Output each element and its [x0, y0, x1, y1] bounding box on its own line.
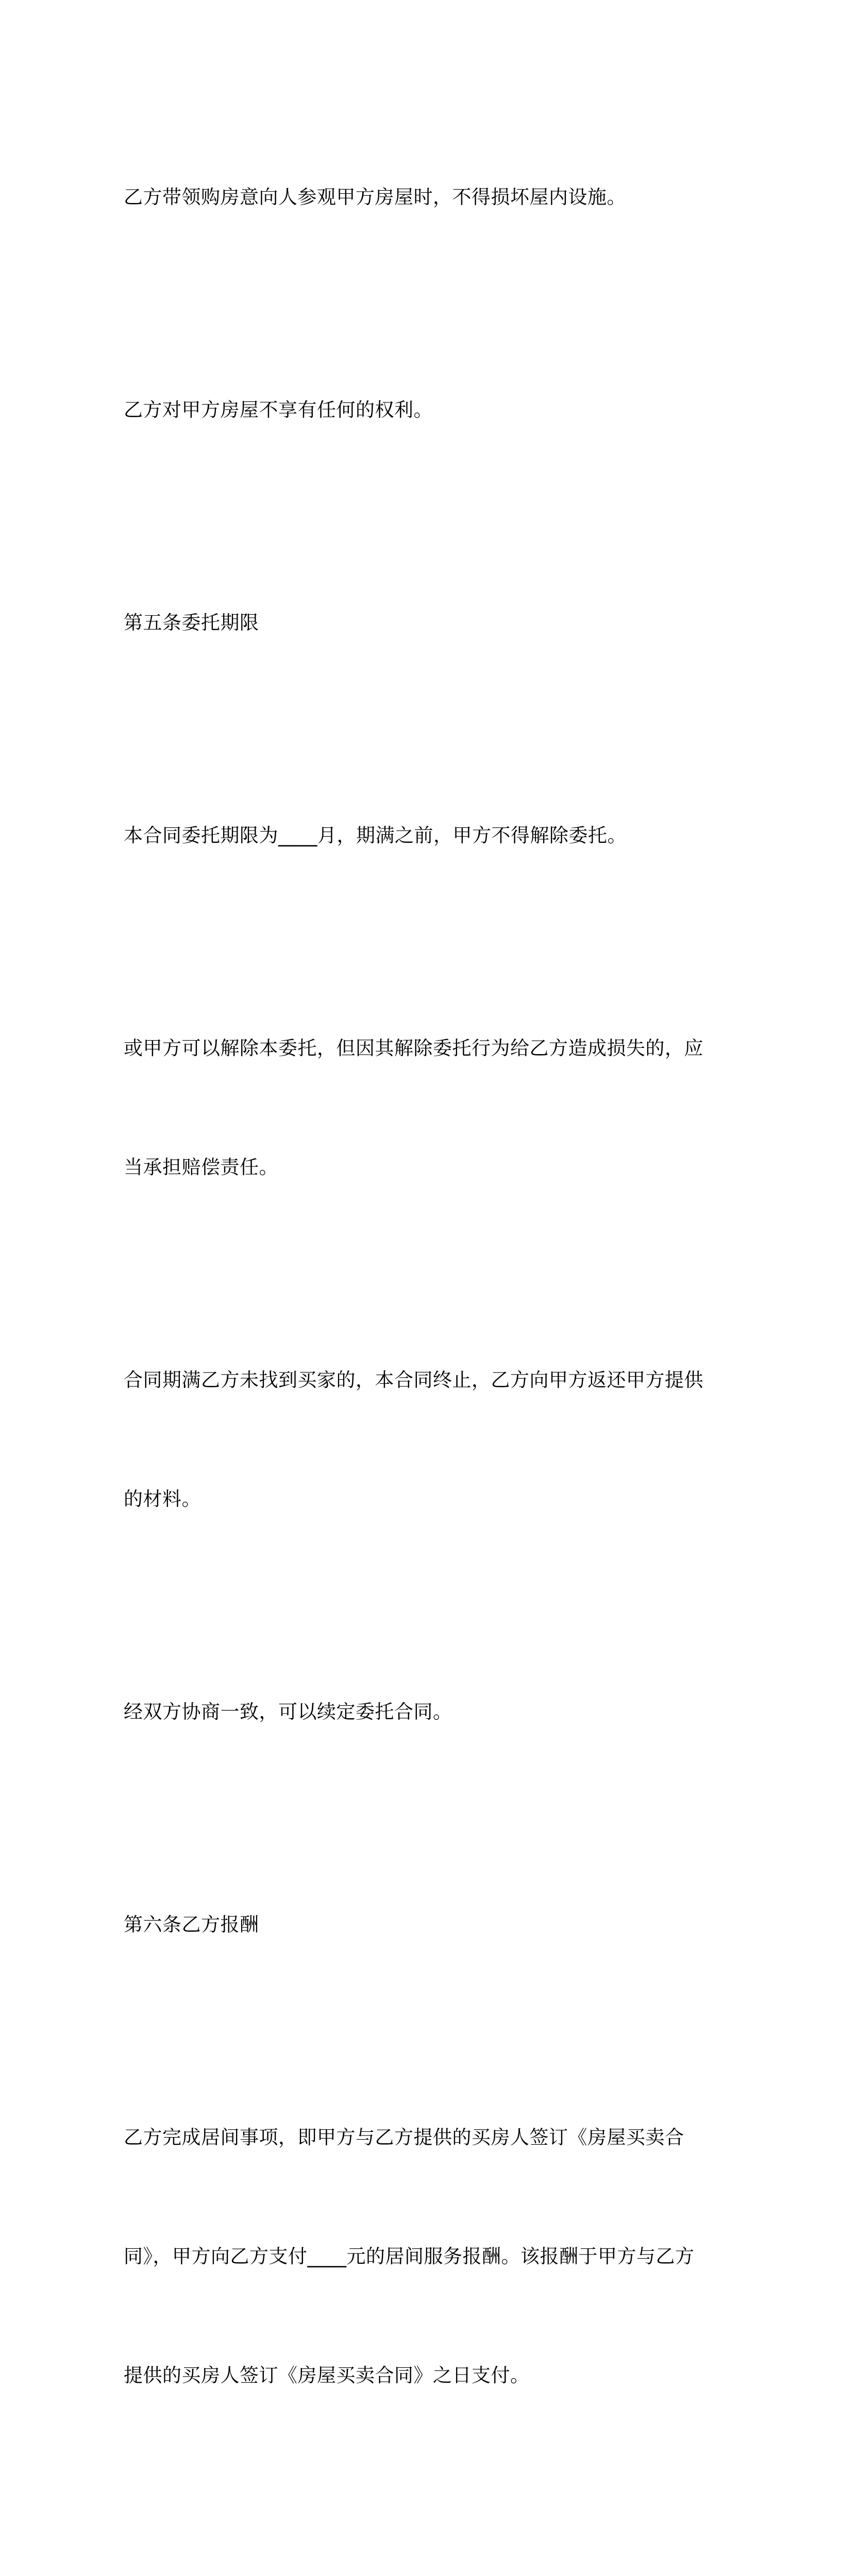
heading-text — [124, 2568, 706, 2576]
text-line: 提供的买房人签订《房屋买卖合同》之日支付。 — [124, 2364, 530, 2386]
section-heading — [124, 523, 706, 722]
text-line: 同》，甲方向乙方支付____元的居间服务报酬。该报酬于甲方与乙方 — [124, 2245, 695, 2267]
text-line: 乙方完成居间事项，即甲方与乙方提供的买房人签订《房屋买卖合 — [124, 2126, 684, 2148]
heading-text: 第五条委托期限 — [124, 612, 259, 634]
clause-paragraph — [124, 98, 706, 296]
text-line: 乙方对甲方房屋不享有任何的权利。 — [124, 399, 433, 421]
text-line: 的材料。 — [124, 1488, 201, 1510]
text-line: 经双方协商一致，可以续定委托合同。 — [124, 1701, 452, 1723]
clause-paragraph — [124, 311, 706, 509]
text-line: 合同期满乙方未找到买家的，本合同终止，乙方向甲方返还甲方提供 — [124, 1369, 703, 1391]
clause-paragraph — [124, 1281, 706, 1598]
document-body — [124, 98, 706, 2576]
clause-paragraph — [124, 949, 706, 1266]
text-line: 乙方带领购房意向人参观甲方房屋时，不得损坏屋内设施。 — [124, 186, 626, 208]
clause-paragraph — [124, 736, 706, 935]
text-line: 当承担赔偿责任。 — [124, 1156, 278, 1178]
heading-text: 第六条乙方报酬 — [124, 1913, 259, 1936]
text-line: 或甲方可以解除本委托，但因其解除委托行为给乙方造成损失的，应 — [124, 1037, 703, 1059]
section-heading — [124, 1825, 706, 2024]
text-line: 本合同委托期限为____月，期满之前，甲方不得解除委托。 — [124, 824, 627, 846]
section-heading — [124, 2489, 706, 2576]
clause-paragraph — [124, 2038, 706, 2475]
clause-paragraph — [124, 1613, 706, 1811]
